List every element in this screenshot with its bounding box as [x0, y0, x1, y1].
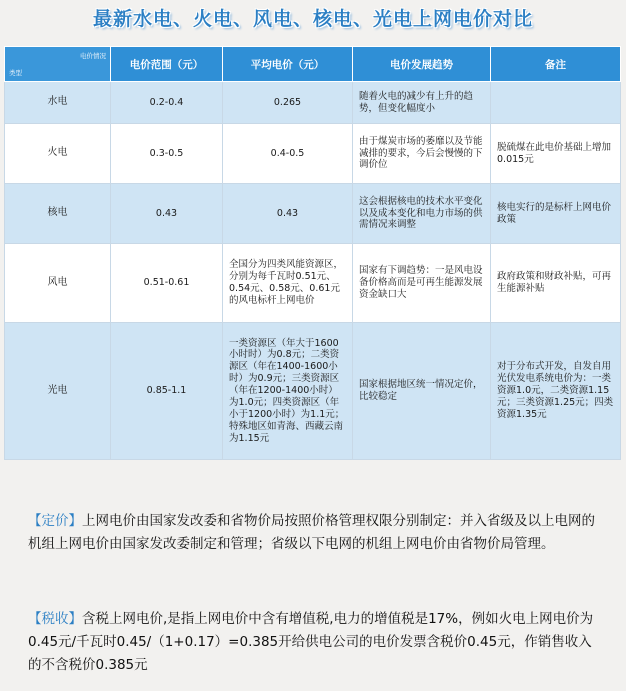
header-trend: 电价发展趋势 [353, 47, 491, 82]
trend-cell: 由于煤炭市场的萎靡以及节能减排的要求，今后会慢慢的下调价位 [353, 124, 491, 184]
note-cell: 脱硫煤在此电价基础上增加0.015元 [491, 124, 621, 184]
avg-cell: 全国分为四类风能资源区，分别为每千瓦时0.51元、0.54元、0.58元、0.61元的风电标杆上网电价 [223, 244, 353, 323]
tax-text: 含税上网电价,是指上网电价中含有增值税,电力的增值税是17%，例如火电上网电价为0.45元/千瓦时0.45/（1+0.17）=0.385开给供电公司的电价发票含税价0.45元，作销售收入的不含税价0.385元 [28, 611, 594, 673]
avg-cell: 一类资源区（年大于1600小时时）为0.8元；二类资源区（年在1400-1600小时）为0.9元；三类资源区（年在1200-1400小时）为1.0元；四类资源区（年小于1200小时）为1.1元；特殊地区如青海、西藏云南为1.15元 [223, 323, 353, 460]
type-cell: 水电 [5, 82, 111, 124]
header-range: 电价范围（元） [111, 47, 223, 82]
table-row [5, 323, 621, 460]
corner-header [5, 47, 111, 82]
tax-paragraph [28, 608, 602, 677]
type-cell: 光电 [5, 323, 111, 460]
pricing-paragraph [28, 510, 602, 556]
type-cell: 风电 [5, 244, 111, 323]
type-cell: 火电 [5, 124, 111, 184]
pricing-tag: 【定价】 [28, 513, 82, 529]
trend-cell: 国家根据地区统一情况定价，比较稳定 [353, 323, 491, 460]
range-cell: 0.43 [111, 184, 223, 244]
table-row [5, 184, 621, 244]
header-note: 备注 [491, 47, 621, 82]
type-cell: 核电 [5, 184, 111, 244]
avg-cell: 0.4-0.5 [223, 124, 353, 184]
pricing-text: 上网电价由国家发改委和省物价局按照价格管理权限分别制定：并入省级及以上电网的机组上网电价由国家发改委制定和管理；省级以下电网的机组上网电价由省物价局管理。 [28, 513, 595, 552]
note-cell [491, 82, 621, 124]
range-cell: 0.2-0.4 [111, 82, 223, 124]
avg-cell: 0.43 [223, 184, 353, 244]
note-cell: 核电实行的是标杆上网电价政策 [491, 184, 621, 244]
corner-top-label: 电价情况 [80, 52, 106, 60]
table-row [5, 124, 621, 184]
note-cell: 政府政策和财政补贴，可再生能源补贴 [491, 244, 621, 323]
trend-cell: 国家有下调趋势：一是风电设备价格高而是可再生能源发展资金缺口大 [353, 244, 491, 323]
trend-cell: 随着火电的减少有上升的趋势，但变化幅度小 [353, 82, 491, 124]
range-cell: 0.85-1.1 [111, 323, 223, 460]
tax-tag: 【税收】 [28, 611, 82, 627]
table-row [5, 82, 621, 124]
range-cell: 0.51-0.61 [111, 244, 223, 323]
price-table [4, 46, 621, 460]
table-header-row [5, 47, 621, 82]
table-row [5, 244, 621, 323]
trend-cell: 这会根据核电的技术水平变化以及成本变化和电力市场的供需情况来调整 [353, 184, 491, 244]
range-cell: 0.3-0.5 [111, 124, 223, 184]
header-average: 平均电价（元） [223, 47, 353, 82]
note-cell: 对于分布式开发，自发自用光伏发电系统电价为：一类资源1.0元，二类资源1.15元；三类资源1.25元；四类资源1.35元 [491, 323, 621, 460]
page-title: 最新水电、火电、风电、核电、光电上网电价对比 [92, 8, 533, 30]
avg-cell: 0.265 [223, 82, 353, 124]
corner-bottom-label: 类型 [9, 69, 22, 77]
